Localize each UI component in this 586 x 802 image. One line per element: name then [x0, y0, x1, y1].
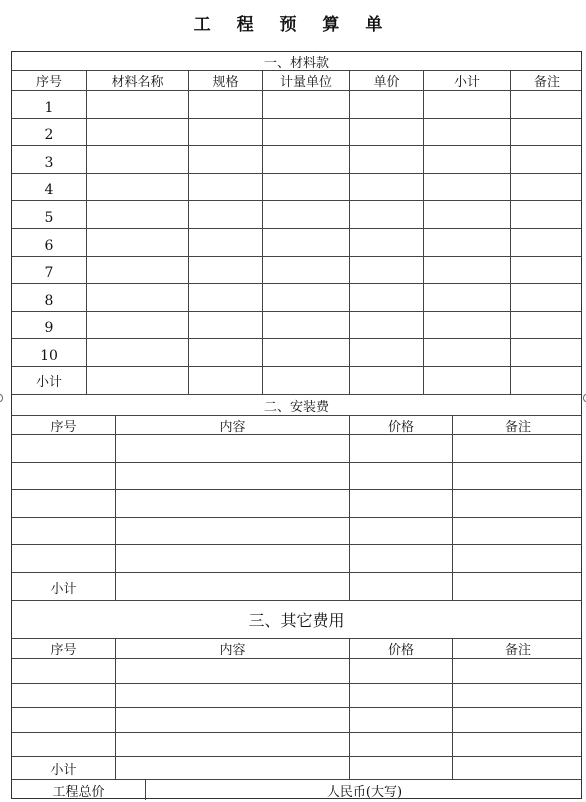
- table-cell[interactable]: [188, 201, 262, 228]
- table-cell[interactable]: [12, 708, 115, 732]
- section3-subtotal-label: 小计: [50, 762, 77, 778]
- table-cell[interactable]: [262, 229, 349, 256]
- table-cell[interactable]: [510, 229, 583, 256]
- table-cell[interactable]: [510, 146, 583, 173]
- table-cell[interactable]: [188, 257, 262, 284]
- table-cell[interactable]: [510, 201, 583, 228]
- table-row: [12, 684, 581, 709]
- table-cell[interactable]: [349, 545, 452, 572]
- table-cell[interactable]: [423, 174, 510, 201]
- table-cell[interactable]: [349, 757, 452, 779]
- table-row: [12, 463, 581, 491]
- table-cell[interactable]: [12, 659, 115, 683]
- col-header-unit: 计量单位: [262, 71, 349, 90]
- table-cell[interactable]: [86, 229, 188, 256]
- table-cell[interactable]: [188, 339, 262, 366]
- table-cell[interactable]: [349, 490, 452, 517]
- section3-heading: 三、其它费用: [248, 611, 345, 630]
- table-cell[interactable]: [188, 312, 262, 339]
- table-row: [12, 708, 581, 733]
- page-title: 工 程 预 算 单: [193, 15, 393, 35]
- table-cell[interactable]: [510, 257, 583, 284]
- col-header-index: 序号: [50, 643, 77, 658]
- table-cell[interactable]: [262, 119, 349, 146]
- section1-header-row: [12, 71, 581, 91]
- table-cell[interactable]: [423, 339, 510, 366]
- table-cell[interactable]: [452, 573, 583, 600]
- total-amount-field[interactable]: [145, 780, 583, 800]
- table-cell[interactable]: [12, 733, 115, 757]
- table-cell[interactable]: [349, 367, 423, 394]
- table-cell[interactable]: [12, 684, 115, 708]
- section1-heading-row: [12, 52, 581, 71]
- table-cell[interactable]: [349, 708, 452, 732]
- table-cell[interactable]: [349, 573, 452, 600]
- table-cell[interactable]: [115, 659, 349, 683]
- table-row: [12, 91, 581, 119]
- col-header-price: 价格: [349, 639, 452, 658]
- table-row: [12, 201, 581, 229]
- table-cell[interactable]: [86, 201, 188, 228]
- table-cell[interactable]: [349, 312, 423, 339]
- table-cell[interactable]: [262, 174, 349, 201]
- table-cell[interactable]: [262, 201, 349, 228]
- table-cell[interactable]: [115, 463, 349, 490]
- table-cell[interactable]: [452, 435, 583, 462]
- total-row: [12, 780, 581, 800]
- table-cell[interactable]: [12, 518, 115, 545]
- table-row: [12, 490, 581, 518]
- table-cell[interactable]: [262, 339, 349, 366]
- table-cell[interactable]: [510, 91, 583, 118]
- col-header-unit-price: 单价: [349, 71, 423, 90]
- table-cell[interactable]: [262, 146, 349, 173]
- col-header-content: 内容: [115, 416, 349, 434]
- total-label: 工程总价: [52, 784, 105, 800]
- table-cell[interactable]: [115, 708, 349, 732]
- table-cell[interactable]: [12, 463, 115, 490]
- table-cell[interactable]: [262, 284, 349, 311]
- row-index: 9: [44, 320, 54, 337]
- currency-label: 人民币(大写): [326, 784, 403, 800]
- table-cell[interactable]: [349, 91, 423, 118]
- table-cell[interactable]: [115, 518, 349, 545]
- table-row: [12, 545, 581, 573]
- table-cell[interactable]: [86, 91, 188, 118]
- table-row: [12, 312, 581, 340]
- table-cell[interactable]: [452, 684, 583, 708]
- table-cell[interactable]: [349, 229, 423, 256]
- table-cell[interactable]: [510, 119, 583, 146]
- table-cell[interactable]: [115, 573, 349, 600]
- table-cell[interactable]: [423, 119, 510, 146]
- table-cell[interactable]: [349, 339, 423, 366]
- col-header-remark: 备注: [452, 639, 583, 658]
- table-cell[interactable]: [86, 284, 188, 311]
- section2-heading-row: [12, 395, 581, 416]
- section1-subtotal-label: 小计: [35, 375, 62, 390]
- table-row: [12, 229, 581, 257]
- col-header-content: 内容: [115, 639, 349, 658]
- col-header-material-name: 材料名称: [86, 71, 188, 90]
- table-cell[interactable]: [188, 367, 262, 394]
- col-header-remark: 备注: [452, 416, 583, 434]
- table-cell[interactable]: [349, 284, 423, 311]
- table-cell[interactable]: [86, 146, 188, 173]
- row-index: 1: [44, 99, 54, 116]
- table-cell[interactable]: [115, 757, 349, 779]
- table-cell[interactable]: [349, 518, 452, 545]
- section2-subtotal-row: [12, 573, 581, 601]
- table-cell[interactable]: [452, 463, 583, 490]
- table-cell[interactable]: [452, 518, 583, 545]
- table-cell[interactable]: [452, 708, 583, 732]
- table-cell[interactable]: [115, 733, 349, 757]
- section1-subtotal-row: [12, 367, 581, 395]
- table-cell[interactable]: [452, 659, 583, 683]
- section2-heading: 二、安装费: [263, 399, 329, 415]
- table-cell[interactable]: [349, 257, 423, 284]
- col-header-index: 序号: [35, 75, 62, 90]
- section2-header-row: [12, 416, 581, 435]
- table-cell[interactable]: [349, 174, 423, 201]
- table-cell[interactable]: [188, 91, 262, 118]
- table-cell[interactable]: [452, 490, 583, 517]
- table-cell[interactable]: [188, 174, 262, 201]
- col-header-price: 价格: [349, 416, 452, 434]
- table-cell[interactable]: [423, 91, 510, 118]
- section3-subtotal-row: [12, 757, 581, 780]
- table-cell[interactable]: [349, 733, 452, 757]
- table-cell[interactable]: [12, 435, 115, 462]
- table-cell[interactable]: [510, 174, 583, 201]
- table-cell[interactable]: [86, 257, 188, 284]
- table-cell[interactable]: [188, 284, 262, 311]
- section2-subtotal-label: 小计: [50, 582, 77, 597]
- table-cell[interactable]: [452, 757, 583, 779]
- table-cell[interactable]: [188, 146, 262, 173]
- table-cell[interactable]: [115, 435, 349, 462]
- section3-heading-row: [12, 601, 581, 639]
- table-cell[interactable]: [423, 229, 510, 256]
- row-index: 5: [44, 209, 54, 226]
- table-cell[interactable]: [262, 367, 349, 394]
- table-cell[interactable]: [115, 684, 349, 708]
- row-index: 6: [44, 237, 54, 254]
- table-row: [12, 119, 581, 147]
- table-cell[interactable]: [115, 490, 349, 517]
- row-index: 3: [44, 154, 54, 171]
- table-cell[interactable]: [188, 119, 262, 146]
- table-cell[interactable]: [86, 367, 188, 394]
- section1-heading: 一、材料款: [263, 55, 329, 71]
- table-cell[interactable]: [12, 545, 115, 572]
- table-cell[interactable]: [452, 733, 583, 757]
- table-row: [12, 174, 581, 202]
- table-cell[interactable]: [262, 312, 349, 339]
- table-cell[interactable]: [510, 339, 583, 366]
- table-cell[interactable]: [262, 257, 349, 284]
- page-marker-left: [0, 394, 3, 402]
- row-index: 8: [44, 292, 54, 309]
- table-cell[interactable]: [12, 490, 115, 517]
- table-cell[interactable]: [349, 463, 452, 490]
- table-row: [12, 284, 581, 312]
- col-header-spec: 规格: [188, 71, 262, 90]
- table-row: [12, 339, 581, 367]
- table-cell[interactable]: [115, 545, 349, 572]
- table-cell[interactable]: [423, 201, 510, 228]
- table-cell[interactable]: [452, 545, 583, 572]
- table-row: [12, 257, 581, 285]
- table-row: [12, 146, 581, 174]
- table-cell[interactable]: [423, 367, 510, 394]
- table-row: [12, 659, 581, 684]
- table-cell[interactable]: [349, 119, 423, 146]
- table-cell[interactable]: [349, 435, 452, 462]
- table-cell[interactable]: [349, 146, 423, 173]
- col-header-remark: 备注: [510, 71, 583, 90]
- table-cell[interactable]: [423, 146, 510, 173]
- table-cell[interactable]: [423, 257, 510, 284]
- row-index: 2: [44, 127, 54, 144]
- table-cell[interactable]: [423, 312, 510, 339]
- table-cell[interactable]: [423, 284, 510, 311]
- table-cell[interactable]: [188, 229, 262, 256]
- table-cell[interactable]: [349, 201, 423, 228]
- table-row: [12, 733, 581, 758]
- col-header-subtotal: 小计: [423, 71, 510, 90]
- budget-sheet: [11, 51, 582, 799]
- table-cell[interactable]: [349, 659, 452, 683]
- table-cell[interactable]: [510, 367, 583, 394]
- table-row: [12, 518, 581, 546]
- table-cell[interactable]: [86, 312, 188, 339]
- row-index: 7: [44, 265, 54, 282]
- table-cell[interactable]: [86, 174, 188, 201]
- table-cell[interactable]: [510, 312, 583, 339]
- col-header-index: 序号: [50, 419, 77, 435]
- row-index: 4: [44, 182, 54, 199]
- table-cell[interactable]: [262, 91, 349, 118]
- table-row: [12, 435, 581, 463]
- table-cell[interactable]: [86, 119, 188, 146]
- table-cell[interactable]: [86, 339, 188, 366]
- table-cell[interactable]: [510, 284, 583, 311]
- table-cell[interactable]: [349, 684, 452, 708]
- section3-header-row: [12, 639, 581, 659]
- row-index: 10: [40, 347, 58, 364]
